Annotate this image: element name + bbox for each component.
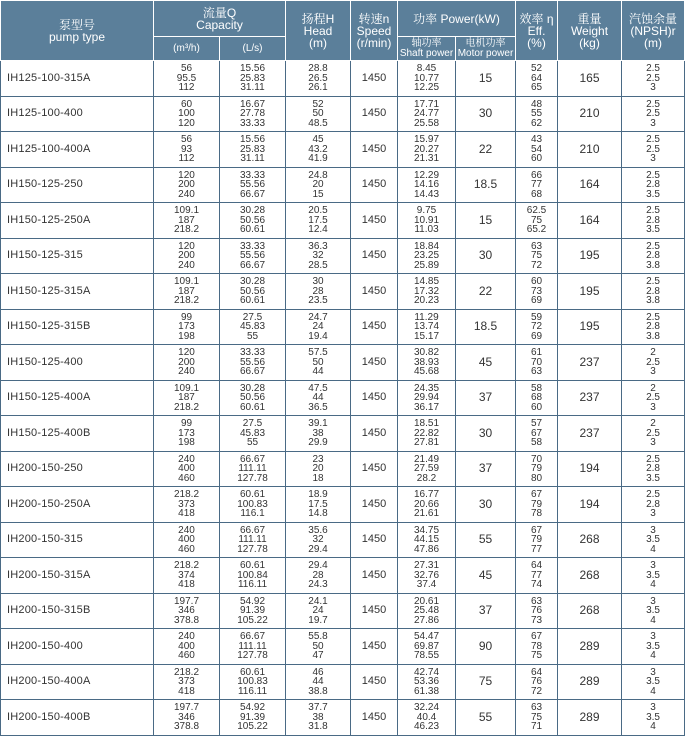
npsh-cell: 2.5 2.8 3 — [622, 487, 685, 523]
efficiency-cell: 59 72 69 — [516, 309, 558, 345]
motor-power-cell: 45 — [456, 345, 516, 381]
speed-cell: 1450 — [351, 132, 398, 168]
weight-cell: 210 — [558, 96, 622, 132]
npsh-cell: 2.5 2.8 3.5 — [622, 203, 685, 239]
weight-cell: 195 — [558, 309, 622, 345]
capacity-m3h-cell: 197.7 346 378.8 — [154, 593, 220, 629]
capacity-ls-cell: 15.56 25.83 31.11 — [220, 132, 286, 168]
table-row — [1, 61, 685, 97]
efficiency-cell: 43 54 60 — [516, 132, 558, 168]
capacity-m3h-cell: 109.1 187 218.2 — [154, 203, 220, 239]
npsh-cell: 2.5 2.8 3.8 — [622, 238, 685, 274]
model-cell: IH150-125-315B — [1, 309, 154, 345]
table-row — [1, 487, 685, 523]
npsh-cell: 2.5 2.5 3 — [622, 96, 685, 132]
npsh-cell: 3 3.5 4 — [622, 558, 685, 594]
weight-cell: 194 — [558, 487, 622, 523]
shaft-power-cell: 32.24 40.4 46.23 — [398, 700, 456, 736]
table-row — [1, 96, 685, 132]
motor-power-cell: 15 — [456, 203, 516, 239]
capacity-m3h-cell: 56 95.5 112 — [154, 61, 220, 97]
head-cell: 37.7 38 31.8 — [286, 700, 351, 736]
efficiency-cell: 70 79 80 — [516, 451, 558, 487]
table-row — [1, 132, 685, 168]
model-cell: IH200-150-315B — [1, 593, 154, 629]
efficiency-cell: 63 75 71 — [516, 700, 558, 736]
capacity-ls-cell: 66.67 111.11 127.78 — [220, 451, 286, 487]
efficiency-cell: 48 55 62 — [516, 96, 558, 132]
shaft-power-cell: 54.47 69.87 78.55 — [398, 629, 456, 665]
weight-cell: 289 — [558, 700, 622, 736]
speed-cell: 1450 — [351, 203, 398, 239]
model-cell: IH150-125-400A — [1, 380, 154, 416]
capacity-m3h-cell: 240 400 460 — [154, 629, 220, 665]
capacity-m3h-cell: 120 200 240 — [154, 167, 220, 203]
npsh-cell: 3 3.5 4 — [622, 664, 685, 700]
header-cap-m3h: (m³/h) — [154, 37, 220, 61]
head-cell: 46 44 38.8 — [286, 664, 351, 700]
capacity-ls-cell: 60.61 100.83 116.1 — [220, 487, 286, 523]
speed-cell: 1450 — [351, 274, 398, 310]
model-cell: IH200-150-400 — [1, 629, 154, 665]
speed-cell: 1450 — [351, 167, 398, 203]
efficiency-cell: 63 75 72 — [516, 238, 558, 274]
shaft-power-cell: 11.29 13.74 15.17 — [398, 309, 456, 345]
npsh-cell: 2 2.5 3 — [622, 345, 685, 381]
model-cell: IH150-125-315A — [1, 274, 154, 310]
npsh-cell: 2.5 2.8 3.5 — [622, 451, 685, 487]
table-row — [1, 203, 685, 239]
capacity-m3h-cell: 218.2 374 418 — [154, 558, 220, 594]
head-cell: 18.9 17.5 14.8 — [286, 487, 351, 523]
weight-cell: 237 — [558, 380, 622, 416]
capacity-m3h-cell: 240 400 460 — [154, 451, 220, 487]
efficiency-cell: 61 70 63 — [516, 345, 558, 381]
shaft-power-cell: 20.61 25.48 27.86 — [398, 593, 456, 629]
header-shaft-power: 轴功率 Shaft power — [398, 37, 456, 61]
speed-cell: 1450 — [351, 664, 398, 700]
weight-cell: 195 — [558, 274, 622, 310]
efficiency-cell: 52 64 65 — [516, 61, 558, 97]
header-power: 功率 Power(kW) — [398, 1, 516, 37]
capacity-m3h-cell: 218.2 373 418 — [154, 664, 220, 700]
head-cell: 36.3 32 28.5 — [286, 238, 351, 274]
speed-cell: 1450 — [351, 416, 398, 452]
motor-power-cell: 90 — [456, 629, 516, 665]
speed-cell: 1450 — [351, 700, 398, 736]
model-cell: IH150-125-400B — [1, 416, 154, 452]
table-body — [1, 61, 685, 736]
motor-power-cell: 18.5 — [456, 167, 516, 203]
model-cell: IH150-125-250 — [1, 167, 154, 203]
npsh-cell: 2.5 2.8 3.8 — [622, 309, 685, 345]
speed-cell: 1450 — [351, 380, 398, 416]
speed-cell: 1450 — [351, 629, 398, 665]
efficiency-cell: 66 77 68 — [516, 167, 558, 203]
capacity-ls-cell: 27.5 45.83 55 — [220, 416, 286, 452]
shaft-power-cell: 8.45 10.77 12.25 — [398, 61, 456, 97]
head-cell: 39.1 38 29.9 — [286, 416, 351, 452]
head-cell: 24.1 24 19.7 — [286, 593, 351, 629]
weight-cell: 195 — [558, 238, 622, 274]
model-cell: IH125-100-400 — [1, 96, 154, 132]
shaft-power-cell: 27.31 32.76 37.4 — [398, 558, 456, 594]
capacity-m3h-cell: 56 93 112 — [154, 132, 220, 168]
header-npsh: 汽蚀余量 (NPSH)r (m) — [622, 1, 685, 61]
motor-power-cell: 30 — [456, 416, 516, 452]
weight-cell: 268 — [558, 593, 622, 629]
capacity-m3h-cell: 240 400 460 — [154, 522, 220, 558]
capacity-ls-cell: 15.56 25.83 31.11 — [220, 61, 286, 97]
capacity-ls-cell: 30.28 50.56 60.61 — [220, 380, 286, 416]
table-row — [1, 345, 685, 381]
model-cell: IH200-150-400B — [1, 700, 154, 736]
model-cell: IH200-150-315A — [1, 558, 154, 594]
capacity-ls-cell: 54.92 91.39 105.22 — [220, 700, 286, 736]
shaft-power-cell: 16.77 20.66 21.61 — [398, 487, 456, 523]
table-row — [1, 664, 685, 700]
capacity-ls-cell: 60.61 100.84 116.11 — [220, 558, 286, 594]
head-cell: 24.7 24 19.4 — [286, 309, 351, 345]
efficiency-cell: 67 79 77 — [516, 522, 558, 558]
head-cell: 47.5 44 36.5 — [286, 380, 351, 416]
table-row — [1, 238, 685, 274]
motor-power-cell: 55 — [456, 522, 516, 558]
efficiency-cell: 64 77 74 — [516, 558, 558, 594]
weight-cell: 289 — [558, 629, 622, 665]
motor-power-cell: 55 — [456, 700, 516, 736]
header-cap-ls: (L/s) — [220, 37, 286, 61]
model-cell: IH200-150-250 — [1, 451, 154, 487]
efficiency-cell: 67 78 75 — [516, 629, 558, 665]
header-model: 泵型号 pump type — [1, 1, 154, 61]
table-row — [1, 274, 685, 310]
capacity-m3h-cell: 99 173 198 — [154, 309, 220, 345]
model-cell: IH200-150-315 — [1, 522, 154, 558]
model-cell: IH125-100-400A — [1, 132, 154, 168]
table-row — [1, 380, 685, 416]
weight-cell: 289 — [558, 664, 622, 700]
model-cell: IH150-125-400 — [1, 345, 154, 381]
npsh-cell: 2.5 2.5 3 — [622, 61, 685, 97]
shaft-power-cell: 24.35 29.94 36.17 — [398, 380, 456, 416]
table-row — [1, 309, 685, 345]
shaft-power-cell: 17.71 24.77 25.58 — [398, 96, 456, 132]
capacity-m3h-cell: 197.7 346 378.8 — [154, 700, 220, 736]
table-row — [1, 416, 685, 452]
header-speed: 转速n Speed (r/min) — [351, 1, 398, 61]
efficiency-cell: 63 76 73 — [516, 593, 558, 629]
weight-cell: 268 — [558, 558, 622, 594]
head-cell: 20.5 17.5 12.4 — [286, 203, 351, 239]
table-row — [1, 700, 685, 736]
capacity-m3h-cell: 218.2 373 418 — [154, 487, 220, 523]
weight-cell: 268 — [558, 522, 622, 558]
capacity-ls-cell: 16.67 27.78 33.33 — [220, 96, 286, 132]
shaft-power-cell: 18.51 22.82 27.81 — [398, 416, 456, 452]
speed-cell: 1450 — [351, 593, 398, 629]
header-motor-power: 电机功率 Motor power — [456, 37, 516, 61]
head-cell: 35.6 32 29.4 — [286, 522, 351, 558]
motor-power-cell: 22 — [456, 274, 516, 310]
header-head: 扬程H Head (m) — [286, 1, 351, 61]
weight-cell: 164 — [558, 203, 622, 239]
shaft-power-cell: 15.97 20.27 21.31 — [398, 132, 456, 168]
capacity-ls-cell: 30.28 50.56 60.61 — [220, 203, 286, 239]
motor-power-cell: 15 — [456, 61, 516, 97]
motor-power-cell: 30 — [456, 238, 516, 274]
head-cell: 45 43.2 41.9 — [286, 132, 351, 168]
motor-power-cell: 37 — [456, 593, 516, 629]
motor-power-cell: 37 — [456, 451, 516, 487]
speed-cell: 1450 — [351, 238, 398, 274]
capacity-ls-cell: 33.33 55.56 66.67 — [220, 238, 286, 274]
motor-power-cell: 37 — [456, 380, 516, 416]
weight-cell: 165 — [558, 61, 622, 97]
npsh-cell: 2.5 2.8 3.8 — [622, 274, 685, 310]
motor-power-cell: 18.5 — [456, 309, 516, 345]
shaft-power-cell: 18.84 23.25 25.89 — [398, 238, 456, 274]
model-cell: IH200-150-400A — [1, 664, 154, 700]
motor-power-cell: 75 — [456, 664, 516, 700]
npsh-cell: 3 3.5 4 — [622, 629, 685, 665]
model-cell: IH200-150-250A — [1, 487, 154, 523]
npsh-cell: 2 2.5 3 — [622, 380, 685, 416]
capacity-ls-cell: 66.67 111.11 127.78 — [220, 522, 286, 558]
efficiency-cell: 58 68 60 — [516, 380, 558, 416]
head-cell: 57.5 50 44 — [286, 345, 351, 381]
weight-cell: 210 — [558, 132, 622, 168]
head-cell: 23 20 18 — [286, 451, 351, 487]
capacity-ls-cell: 33.33 55.56 66.67 — [220, 345, 286, 381]
efficiency-cell: 64 76 72 — [516, 664, 558, 700]
speed-cell: 1450 — [351, 345, 398, 381]
head-cell: 24.8 20 15 — [286, 167, 351, 203]
efficiency-cell: 67 79 78 — [516, 487, 558, 523]
speed-cell: 1450 — [351, 558, 398, 594]
capacity-m3h-cell: 120 200 240 — [154, 238, 220, 274]
header-capacity: 流量Q Capacity — [154, 1, 286, 37]
capacity-ls-cell: 30.28 50.56 60.61 — [220, 274, 286, 310]
capacity-ls-cell: 27.5 45.83 55 — [220, 309, 286, 345]
npsh-cell: 3 3.5 4 — [622, 700, 685, 736]
speed-cell: 1450 — [351, 309, 398, 345]
shaft-power-cell: 30.82 38.93 45.68 — [398, 345, 456, 381]
motor-power-cell: 45 — [456, 558, 516, 594]
shaft-power-cell: 14.85 17.32 20.23 — [398, 274, 456, 310]
speed-cell: 1450 — [351, 487, 398, 523]
head-cell: 30 28 23.5 — [286, 274, 351, 310]
speed-cell: 1450 — [351, 522, 398, 558]
capacity-ls-cell: 33.33 55.56 66.67 — [220, 167, 286, 203]
speed-cell: 1450 — [351, 61, 398, 97]
table-row — [1, 451, 685, 487]
weight-cell: 164 — [558, 167, 622, 203]
motor-power-cell: 30 — [456, 96, 516, 132]
table-header — [1, 1, 685, 61]
shaft-power-cell: 42.74 53.36 61.38 — [398, 664, 456, 700]
capacity-m3h-cell: 109.1 187 218.2 — [154, 274, 220, 310]
shaft-power-cell: 9.75 10.91 11.03 — [398, 203, 456, 239]
weight-cell: 237 — [558, 416, 622, 452]
header-weight: 重量 Weight (kg) — [558, 1, 622, 61]
weight-cell: 237 — [558, 345, 622, 381]
table-row — [1, 558, 685, 594]
shaft-power-cell: 21.49 27.59 28.2 — [398, 451, 456, 487]
head-cell: 29.4 28 24.3 — [286, 558, 351, 594]
efficiency-cell: 62.5 75 65.2 — [516, 203, 558, 239]
model-cell: IH150-125-250A — [1, 203, 154, 239]
model-cell: IH125-100-315A — [1, 61, 154, 97]
efficiency-cell: 57 67 58 — [516, 416, 558, 452]
npsh-cell: 2 2.5 3 — [622, 416, 685, 452]
head-cell: 52 50 48.5 — [286, 96, 351, 132]
table-row — [1, 593, 685, 629]
npsh-cell: 2.5 2.8 3.5 — [622, 167, 685, 203]
motor-power-cell: 22 — [456, 132, 516, 168]
capacity-ls-cell: 54.92 91.39 105.22 — [220, 593, 286, 629]
header-eff: 效率 η Eff. (%) — [516, 1, 558, 61]
speed-cell: 1450 — [351, 96, 398, 132]
head-cell: 55.8 50 47 — [286, 629, 351, 665]
npsh-cell: 3 3.5 4 — [622, 522, 685, 558]
motor-power-cell: 30 — [456, 487, 516, 523]
capacity-m3h-cell: 120 200 240 — [154, 345, 220, 381]
weight-cell: 194 — [558, 451, 622, 487]
capacity-m3h-cell: 60 100 120 — [154, 96, 220, 132]
table-row — [1, 629, 685, 665]
table-row — [1, 522, 685, 558]
shaft-power-cell: 34.75 44.15 47.86 — [398, 522, 456, 558]
table-row — [1, 167, 685, 203]
efficiency-cell: 60 73 69 — [516, 274, 558, 310]
model-cell: IH150-125-315 — [1, 238, 154, 274]
shaft-power-cell: 12.29 14.16 14.43 — [398, 167, 456, 203]
capacity-m3h-cell: 109.1 187 218.2 — [154, 380, 220, 416]
head-cell: 28.8 26.5 26.1 — [286, 61, 351, 97]
npsh-cell: 3 3.5 4 — [622, 593, 685, 629]
speed-cell: 1450 — [351, 451, 398, 487]
capacity-ls-cell: 66.67 111.11 127.78 — [220, 629, 286, 665]
capacity-ls-cell: 60.61 100.83 116.11 — [220, 664, 286, 700]
npsh-cell: 2.5 2.5 3 — [622, 132, 685, 168]
capacity-m3h-cell: 99 173 198 — [154, 416, 220, 452]
